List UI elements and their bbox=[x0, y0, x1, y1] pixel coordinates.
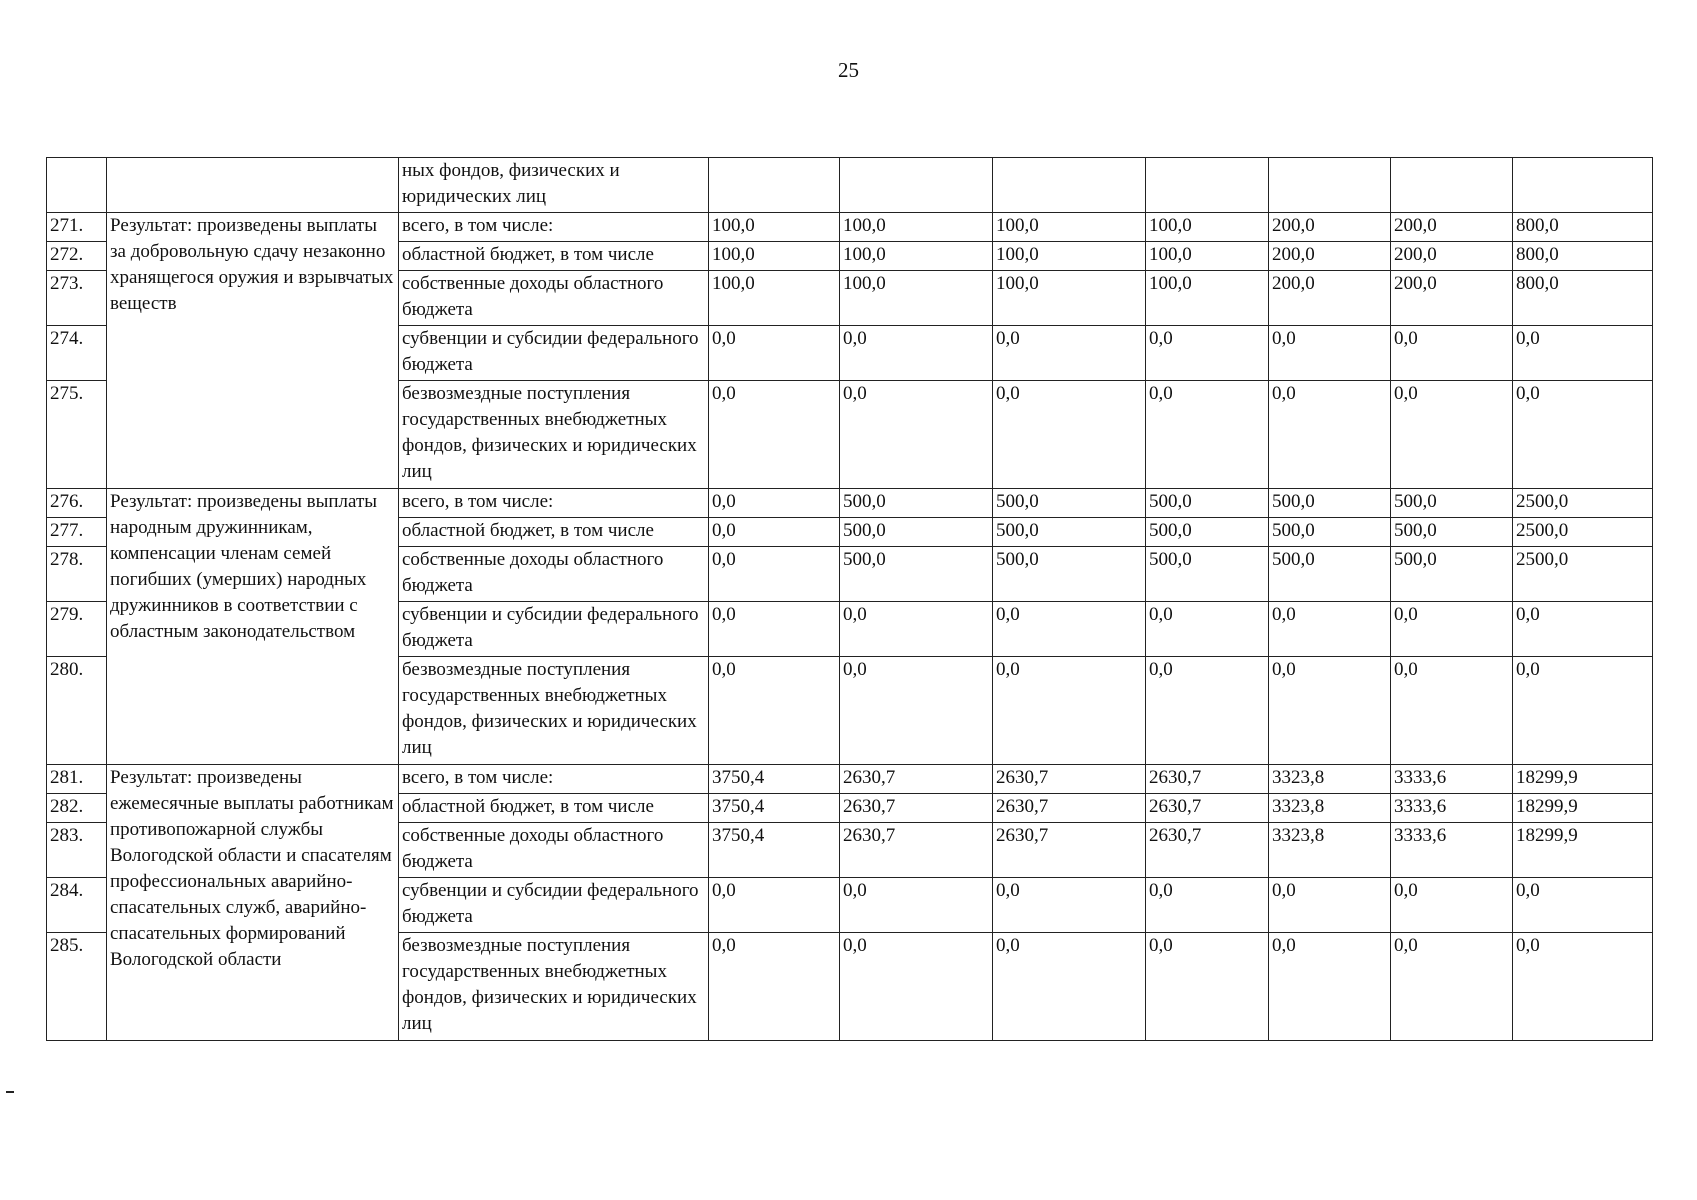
value-cell bbox=[840, 158, 993, 213]
value-cell: 3750,4 bbox=[709, 794, 840, 823]
table-row bbox=[47, 213, 1653, 242]
value-cell: 0,0 bbox=[1146, 602, 1269, 657]
value-cell: 500,0 bbox=[1146, 518, 1269, 547]
value-cell: 100,0 bbox=[709, 271, 840, 326]
value-cell: 0,0 bbox=[1269, 933, 1391, 1041]
value-cell bbox=[993, 158, 1146, 213]
funding-source-cell: областной бюджет, в том числе bbox=[399, 242, 709, 271]
row-number-cell: 273. bbox=[47, 271, 107, 326]
value-cell: 0,0 bbox=[840, 602, 993, 657]
value-cell: 0,0 bbox=[840, 657, 993, 765]
value-cell: 200,0 bbox=[1269, 213, 1391, 242]
row-number-cell: 285. bbox=[47, 933, 107, 1041]
value-cell: 100,0 bbox=[993, 213, 1146, 242]
value-cell: 0,0 bbox=[840, 381, 993, 489]
value-cell: 3323,8 bbox=[1269, 765, 1391, 794]
value-cell: 500,0 bbox=[1146, 489, 1269, 518]
value-cell: 0,0 bbox=[993, 657, 1146, 765]
budget-table bbox=[46, 157, 1653, 1041]
value-cell: 100,0 bbox=[709, 242, 840, 271]
result-description-cell: Результат: произведены ежемесячные выплаты работникам противопожарной службы Вологодской области и спасателям профессиональных аварийно-спасательных служб, аварийно-спасательных формирований Вологодской области bbox=[107, 765, 399, 1041]
value-cell: 0,0 bbox=[709, 326, 840, 381]
value-cell: 2500,0 bbox=[1513, 489, 1653, 518]
row-number-cell: 284. bbox=[47, 878, 107, 933]
value-cell: 200,0 bbox=[1391, 242, 1513, 271]
funding-source-cell: субвенции и субсидии федерального бюджета bbox=[399, 602, 709, 657]
value-cell: 0,0 bbox=[1146, 381, 1269, 489]
value-cell: 500,0 bbox=[840, 518, 993, 547]
value-cell: 0,0 bbox=[1391, 381, 1513, 489]
value-cell: 2630,7 bbox=[993, 823, 1146, 878]
funding-source-cell: всего, в том числе: bbox=[399, 489, 709, 518]
row-number-cell: 281. bbox=[47, 765, 107, 794]
value-cell: 500,0 bbox=[1391, 489, 1513, 518]
value-cell: 0,0 bbox=[709, 547, 840, 602]
value-cell: 0,0 bbox=[709, 518, 840, 547]
value-cell: 0,0 bbox=[1146, 878, 1269, 933]
value-cell: 2500,0 bbox=[1513, 518, 1653, 547]
value-cell: 100,0 bbox=[840, 213, 993, 242]
source-cell: ных фондов, физических и юридических лиц bbox=[399, 158, 709, 213]
table-row bbox=[47, 489, 1653, 518]
funding-source-cell: областной бюджет, в том числе bbox=[399, 794, 709, 823]
value-cell: 3333,6 bbox=[1391, 823, 1513, 878]
value-cell: 800,0 bbox=[1513, 213, 1653, 242]
value-cell: 500,0 bbox=[1391, 518, 1513, 547]
value-cell: 500,0 bbox=[1391, 547, 1513, 602]
value-cell: 18299,9 bbox=[1513, 794, 1653, 823]
value-cell: 2630,7 bbox=[1146, 765, 1269, 794]
value-cell: 0,0 bbox=[1146, 657, 1269, 765]
value-cell bbox=[1391, 158, 1513, 213]
funding-source-cell: всего, в том числе: bbox=[399, 213, 709, 242]
row-number-cell: 274. bbox=[47, 326, 107, 381]
page-number: 25 bbox=[838, 58, 859, 82]
value-cell: 100,0 bbox=[840, 242, 993, 271]
value-cell: 0,0 bbox=[993, 878, 1146, 933]
value-cell: 2630,7 bbox=[993, 794, 1146, 823]
result-description-cell: Результат: произведены выплаты народным дружинникам, компенсации членам семей погибших (умерших) народных дружинников в соответствии с областным законодательством bbox=[107, 489, 399, 765]
value-cell: 0,0 bbox=[709, 933, 840, 1041]
value-cell: 500,0 bbox=[993, 518, 1146, 547]
value-cell: 500,0 bbox=[1146, 547, 1269, 602]
value-cell: 0,0 bbox=[709, 878, 840, 933]
result-description-cell: Результат: произведены выплаты за добровольную сдачу незаконно хранящегося оружия и взрывчатых веществ bbox=[107, 213, 399, 489]
row-number-cell: 279. bbox=[47, 602, 107, 657]
value-cell: 0,0 bbox=[1146, 326, 1269, 381]
value-cell: 800,0 bbox=[1513, 242, 1653, 271]
row-number-cell: 272. bbox=[47, 242, 107, 271]
value-cell: 0,0 bbox=[709, 381, 840, 489]
value-cell: 500,0 bbox=[1269, 518, 1391, 547]
value-cell: 0,0 bbox=[840, 933, 993, 1041]
value-cell bbox=[1146, 158, 1269, 213]
value-cell: 200,0 bbox=[1391, 213, 1513, 242]
value-cell: 500,0 bbox=[840, 547, 993, 602]
funding-source-cell: безвозмездные поступления государственных внебюджетных фондов, физических и юридических лиц bbox=[399, 657, 709, 765]
value-cell: 0,0 bbox=[993, 602, 1146, 657]
value-cell bbox=[709, 158, 840, 213]
value-cell: 0,0 bbox=[1391, 878, 1513, 933]
value-cell: 200,0 bbox=[1391, 271, 1513, 326]
row-number-cell: 275. bbox=[47, 381, 107, 489]
funding-source-cell: субвенции и субсидии федерального бюджета bbox=[399, 326, 709, 381]
result-cell bbox=[107, 158, 399, 213]
funding-source-cell: субвенции и субсидии федерального бюджета bbox=[399, 878, 709, 933]
value-cell: 0,0 bbox=[993, 933, 1146, 1041]
row-number-cell: 277. bbox=[47, 518, 107, 547]
value-cell: 200,0 bbox=[1269, 242, 1391, 271]
value-cell bbox=[1513, 158, 1653, 213]
value-cell: 2630,7 bbox=[1146, 823, 1269, 878]
value-cell: 0,0 bbox=[709, 657, 840, 765]
value-cell: 0,0 bbox=[993, 326, 1146, 381]
funding-source-cell: собственные доходы областного бюджета bbox=[399, 271, 709, 326]
value-cell: 0,0 bbox=[1391, 326, 1513, 381]
value-cell: 3323,8 bbox=[1269, 823, 1391, 878]
value-cell: 0,0 bbox=[1513, 878, 1653, 933]
value-cell: 3333,6 bbox=[1391, 794, 1513, 823]
value-cell: 0,0 bbox=[709, 489, 840, 518]
value-cell: 2630,7 bbox=[1146, 794, 1269, 823]
value-cell: 18299,9 bbox=[1513, 765, 1653, 794]
row-number-cell: 280. bbox=[47, 657, 107, 765]
value-cell: 0,0 bbox=[1513, 657, 1653, 765]
table-row bbox=[47, 765, 1653, 794]
value-cell: 100,0 bbox=[993, 271, 1146, 326]
value-cell: 0,0 bbox=[1146, 933, 1269, 1041]
value-cell: 2500,0 bbox=[1513, 547, 1653, 602]
value-cell: 500,0 bbox=[993, 547, 1146, 602]
value-cell: 100,0 bbox=[1146, 242, 1269, 271]
funding-source-cell: безвозмездные поступления государственных внебюджетных фондов, физических и юридических лиц bbox=[399, 933, 709, 1041]
value-cell: 3750,4 bbox=[709, 765, 840, 794]
value-cell: 500,0 bbox=[993, 489, 1146, 518]
value-cell: 500,0 bbox=[840, 489, 993, 518]
margin-mark bbox=[6, 1091, 14, 1093]
value-cell: 100,0 bbox=[709, 213, 840, 242]
value-cell: 0,0 bbox=[1269, 878, 1391, 933]
value-cell bbox=[1269, 158, 1391, 213]
value-cell: 0,0 bbox=[1391, 933, 1513, 1041]
value-cell: 100,0 bbox=[840, 271, 993, 326]
value-cell: 2630,7 bbox=[840, 794, 993, 823]
value-cell: 0,0 bbox=[1269, 326, 1391, 381]
value-cell: 2630,7 bbox=[840, 765, 993, 794]
value-cell: 800,0 bbox=[1513, 271, 1653, 326]
value-cell: 0,0 bbox=[1391, 602, 1513, 657]
row-number-cell: 276. bbox=[47, 489, 107, 518]
value-cell: 0,0 bbox=[1269, 602, 1391, 657]
value-cell: 0,0 bbox=[840, 878, 993, 933]
value-cell: 3750,4 bbox=[709, 823, 840, 878]
continuation-row bbox=[47, 158, 1653, 213]
row-number-cell: 271. bbox=[47, 213, 107, 242]
row-number-cell: 283. bbox=[47, 823, 107, 878]
value-cell: 0,0 bbox=[1391, 657, 1513, 765]
value-cell: 200,0 bbox=[1269, 271, 1391, 326]
value-cell: 0,0 bbox=[1513, 326, 1653, 381]
row-number-cell bbox=[47, 158, 107, 213]
row-number-cell: 282. bbox=[47, 794, 107, 823]
row-number-cell: 278. bbox=[47, 547, 107, 602]
value-cell: 3333,6 bbox=[1391, 765, 1513, 794]
value-cell: 100,0 bbox=[1146, 271, 1269, 326]
value-cell: 0,0 bbox=[840, 326, 993, 381]
value-cell: 500,0 bbox=[1269, 489, 1391, 518]
value-cell: 2630,7 bbox=[993, 765, 1146, 794]
funding-source-cell: собственные доходы областного бюджета bbox=[399, 823, 709, 878]
funding-source-cell: безвозмездные поступления государственных внебюджетных фондов, физических и юридических лиц bbox=[399, 381, 709, 489]
funding-source-cell: всего, в том числе: bbox=[399, 765, 709, 794]
value-cell: 0,0 bbox=[1513, 381, 1653, 489]
value-cell: 0,0 bbox=[1269, 381, 1391, 489]
value-cell: 3323,8 bbox=[1269, 794, 1391, 823]
value-cell: 0,0 bbox=[1513, 933, 1653, 1041]
value-cell: 18299,9 bbox=[1513, 823, 1653, 878]
value-cell: 0,0 bbox=[993, 381, 1146, 489]
value-cell: 100,0 bbox=[1146, 213, 1269, 242]
value-cell: 100,0 bbox=[993, 242, 1146, 271]
funding-source-cell: собственные доходы областного бюджета bbox=[399, 547, 709, 602]
value-cell: 0,0 bbox=[1269, 657, 1391, 765]
value-cell: 0,0 bbox=[1513, 602, 1653, 657]
funding-source-cell: областной бюджет, в том числе bbox=[399, 518, 709, 547]
value-cell: 2630,7 bbox=[840, 823, 993, 878]
value-cell: 0,0 bbox=[709, 602, 840, 657]
value-cell: 500,0 bbox=[1269, 547, 1391, 602]
